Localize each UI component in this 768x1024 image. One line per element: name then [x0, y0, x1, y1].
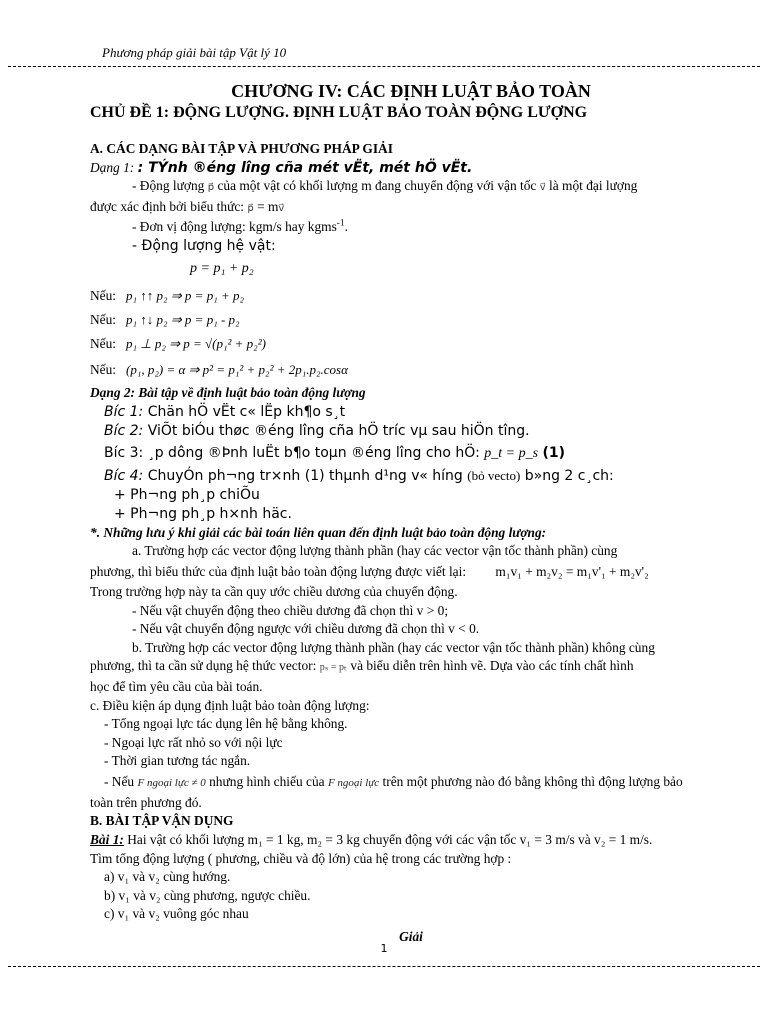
note-c-heading: c. Điều kiện áp dụng định luật bảo toàn động lượng: [90, 697, 370, 713]
dang1-line4: - Động lượng hệ vật: [132, 237, 276, 254]
note-c-item2: - Ngoại lực rất nhỏ so với nội lực [104, 734, 283, 750]
header-rule [8, 66, 760, 67]
momentum-sum-equation: p = p₁ + p₂ [190, 260, 254, 276]
vector-p-icon: p⃗ [207, 182, 215, 194]
page-number: 1 [380, 942, 388, 955]
solution-heading: Giải [399, 929, 423, 945]
section-b-heading: B. BÀI TẬP VẬN DỤNG [90, 813, 234, 829]
section-a-heading: A. CÁC DẠNG BÀI TẬP VÀ PHƯƠNG PHÁP GIẢI [90, 141, 393, 156]
running-header: Phương pháp giải bài tập Vật lý 10 [102, 45, 287, 60]
dang2-heading: Dạng 2: Bài tập về định luật bảo toàn động lượng [90, 385, 366, 401]
case-angle: Nếu: (p₁, p₂) = α ⇒ p² = p₁² + p₂² + 2p₁.p₂.cosα [90, 361, 348, 377]
note-b-line1: b. Trường hợp các vector động lượng thành phần (hay các vector vận tốc thành phần) không cùng [132, 639, 655, 655]
note-c-item4-cont: toàn trên phương đó. [90, 794, 202, 810]
bai1-case-a: a) v₁ và v₂ cùng hướng. [104, 869, 231, 885]
note-a-line5: - Nếu vật chuyển động ngược với chiều dương đã chọn thì v < 0. [132, 621, 480, 637]
vector-v-icon: v⃗ [539, 182, 546, 194]
step-3: Bíc 3: ¸p dông ®Þnh luËt b¶o toµn ®éng lîng cho hÖ: p_t = p_s (1) [104, 444, 566, 461]
note-b-line2: phương, thì ta cần sử dụng hệ thức vector: pₛ = pₜ và biểu diễn trên hình vẽ. Dựa vào các tính chất hình [90, 658, 634, 674]
note-a-line3: Trong trường hợp này ta cần quy ước chiều dương của chuyển động. [90, 583, 458, 599]
case-parallel: Nếu: p₁ ↑↑ p₂ ⇒ p = p₁ + p₂ [90, 287, 245, 303]
case-perpendicular: Nếu: p₁ ⊥ p₂ ⇒ p = √(p₁² + p₂²) [90, 335, 266, 351]
note-a-line4: - Nếu vật chuyển động theo chiều dương đã chọn thì v > 0; [132, 602, 449, 618]
page-content [90, 80, 732, 947]
dang1-line3: - Đơn vị động lượng: kgm/s hay kgms$^{-1}$. [132, 218, 348, 235]
chapter-title: CHƯƠNG IV: CÁC ĐỊNH LUẬT BẢO TOÀN [231, 81, 591, 101]
dang1-title: : TÝnh ®éng lîng cña mét vËt, mét hÖ vËt. [137, 159, 473, 176]
note-b-line3: học để tìm yêu cầu của bài toán. [90, 678, 263, 694]
dang1-line2: được xác định bởi biểu thức: p⃗ = mv⃗ [90, 198, 285, 214]
bai1-case-b: b) v₁ và v₂ cùng phương, ngược chiều. [104, 887, 311, 903]
dang1-label: Dạng 1: [90, 159, 135, 175]
note-c-item1: - Tổng ngoại lực tác dụng lên hệ bằng không. [104, 716, 348, 732]
bai1-line2: Tìm tổng động lượng ( phương, chiều và độ lớn) của hệ trong các trường hợp : [90, 850, 512, 866]
vector-p-icon: p⃗ [247, 202, 254, 214]
topic-title: CHỦ ĐỀ 1: ĐỘNG LƯỢNG. ĐỊNH LUẬT BẢO TOÀN ĐỘNG LƯỢNG [90, 104, 588, 121]
step-2: Bíc 2: ViÕt biÓu thøc ®éng lîng cña hÖ tríc vµ sau hiÖn tîng. [104, 422, 530, 439]
note-c-item4: - Nếu F ngoại lực ≠ 0 nhưng hình chiếu của F ngoại lực trên một phương nào đó bằng không thì động lượng bảo [104, 773, 683, 789]
dang1-heading [90, 159, 732, 178]
case-antiparallel: Nếu: p₁ ↑↓ p₂ ⇒ p = p₁ - p₂ [90, 311, 240, 327]
bai1-case-c: c) v₁ và v₂ vuông góc nhau [104, 906, 249, 922]
step-4: Bíc 4: ChuyÓn ph¬ng tr×nh (1) thµnh d¹ng v« híng (bỏ vecto) b»ng 2 c¸ch: [104, 467, 614, 484]
notes-heading: *. Những lưu ý khi giải các bài toán liên quan đến định luật bảo toàn động lượng: [90, 524, 547, 540]
bai1-line1: Bài 1: Hai vật có khối lượng m₁ = 1 kg, m₂ = 3 kg chuyển động với các vận tốc v₁ = 3 m/s và v₂ = 1 m/s. [90, 832, 653, 848]
note-c-item3: - Thời gian tương tác ngắn. [104, 753, 251, 769]
step-1: Bíc 1: Chän hÖ vËt c« lËp kh¶o s¸t [104, 403, 346, 420]
note-a-line1: a. Trường hợp các vector động lượng thành phần (hay các vector vận tốc thành phần) cùng [132, 543, 618, 559]
dang1-line1: - Động lượng p⃗ của một vật có khối lượng m đang chuyển động với vận tốc v⃗ là một đại lượng [132, 178, 638, 194]
vector-v-icon: v⃗ [278, 202, 285, 214]
footer-rule [8, 966, 760, 967]
method-projection: + Ph¬ng ph¸p chiÕu [114, 486, 260, 503]
method-geometry: + Ph¬ng ph¸p h×nh häc. [114, 505, 292, 522]
note-a-line2: phương, thì biểu thức của định luật bảo toàn động lượng được viết lại: m₁v₁ + m₂v₂ = m₁v'₁ + m₂v'₂ [90, 563, 649, 579]
bai1-label: Bài 1: [90, 832, 124, 848]
